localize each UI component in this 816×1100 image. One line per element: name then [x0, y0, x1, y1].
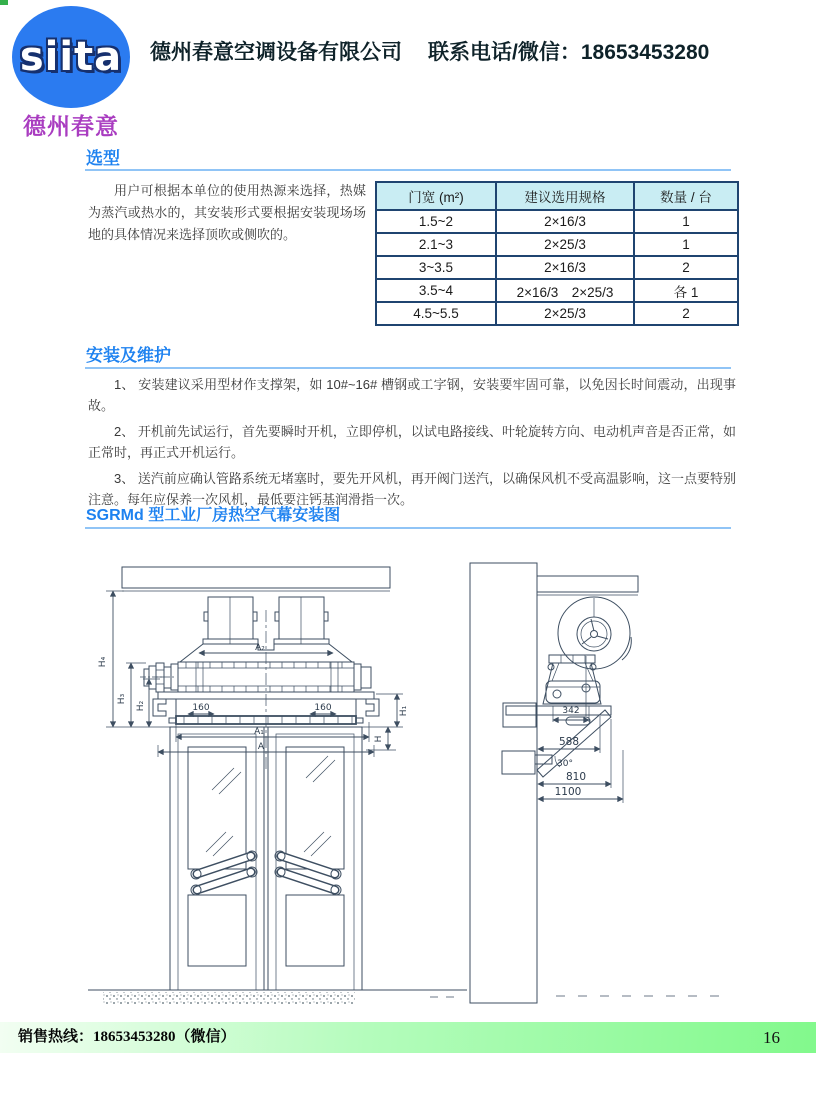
section-rule: [85, 169, 731, 171]
cell-spec: 2×16/3: [496, 256, 634, 279]
dim-label-a1: A₁: [254, 727, 264, 737]
motor: [140, 663, 176, 692]
table-header-row: [376, 182, 738, 210]
company-logo: [12, 6, 130, 108]
install-item-2: 2、 开机前先试运行，首先要瞬时开机，立即停机，以试电路接线、叶轮旋转方向、电动机声音是否正常，如正常时，再正式开机运行。: [88, 424, 736, 460]
selection-paragraph: 用户可根据本单位的使用热源来选择，热媒为蒸汽或热水的，其安装形式要根据安装现场场地的具体情况来选择顶吹或侧吹的。: [88, 183, 366, 242]
dim-label-h: H: [374, 735, 384, 743]
glass-pane-left: [188, 747, 246, 869]
cell-door-width: 4.5~5.5: [376, 302, 496, 325]
spec-table: [375, 181, 739, 326]
company-name: 德州春意空调设备有限公司: [150, 41, 402, 64]
page-number: 16: [763, 1028, 780, 1047]
corner-decoration: [0, 0, 8, 5]
cell-qty: 2: [634, 302, 738, 325]
dim-label-160-left: 160: [192, 703, 210, 713]
installation-diagram: [85, 545, 733, 1013]
duct-right: [279, 597, 324, 639]
wall-section: [470, 563, 537, 1003]
contact-phone: 联系电话/微信：18653453280: [428, 41, 710, 64]
cell-door-width: 2.1~3: [376, 233, 496, 256]
ceiling-section-side: [537, 576, 638, 592]
section-rule: [85, 527, 731, 529]
dim-label-h2: H₂: [136, 700, 146, 712]
ground-hatch: [103, 992, 355, 1004]
dim-label-angle: 30°: [557, 759, 573, 769]
table-row: [376, 302, 738, 325]
section-title-selection: 选型: [86, 149, 120, 168]
logo-subtitle: 德州春意: [23, 113, 119, 139]
install-item-3: 3、 送汽前应确认管路系统无堵塞时，要先开风机，再开阀门送汽，以确保风机不受高温影响，这一点要特别注意。每年应保养一次风机，最低要注钙基润滑指一次。: [88, 471, 736, 507]
cell-qty: 1: [634, 233, 738, 256]
cell-qty: 2: [634, 256, 738, 279]
side-view: [470, 563, 722, 1003]
dim-label-h3: H₃: [117, 693, 127, 705]
cell-spec: 2×25/3: [496, 302, 634, 325]
mounting-plate: [506, 706, 611, 715]
cell-spec: 2×16/3: [496, 210, 634, 233]
cell-door-width: 3.5~4: [376, 279, 496, 302]
cell-qty: 1: [634, 210, 738, 233]
col-header-qty: 数量 / 台: [634, 182, 738, 210]
duct-left: [208, 597, 253, 639]
sales-hotline: 销售热线：18653453280（微信）: [18, 1029, 236, 1045]
section-title-install: 安装及维护: [86, 346, 171, 365]
dim-label-342: 342: [562, 706, 580, 716]
wall-anchor-lower: [502, 751, 535, 774]
ceiling-section: [122, 567, 390, 588]
install-items: [88, 374, 736, 515]
cell-door-width: 1.5~2: [376, 210, 496, 233]
logo-text: siita: [19, 34, 123, 80]
dim-label-h1: H₁: [399, 705, 409, 717]
section-rule: [85, 367, 731, 369]
dim-label-a: A: [257, 742, 265, 752]
section-title-diagram: SGRMd 型工业厂房热空气幕安装图: [86, 507, 341, 524]
door-handles: [191, 851, 341, 895]
table-row: [376, 256, 738, 279]
dim-label-a2: A₂: [255, 643, 265, 653]
table-row: [376, 233, 738, 256]
dim-label-1100: 1100: [554, 786, 582, 798]
dim-label-588: 588: [558, 736, 580, 748]
unit-body-side: [543, 663, 601, 704]
cell-qty: 各 1: [634, 279, 738, 302]
table-row: [376, 210, 738, 233]
cell-spec: 2×16/3 2×25/3: [496, 279, 634, 302]
dim-label-810: 810: [565, 771, 587, 783]
install-item-1: 1、 安装建议采用型材作支撑架，如 10#~16# 槽钢或工字钢，安装要牢固可靠，以免因长时间震动，出现事故。: [88, 377, 736, 413]
cell-spec: 2×25/3: [496, 233, 634, 256]
col-header-door-width: 门宽 (m²): [376, 182, 496, 210]
glass-pane-right: [286, 747, 344, 869]
cell-door-width: 3~3.5: [376, 256, 496, 279]
dim-label-160-right: 160: [314, 703, 332, 713]
table-row: [376, 279, 738, 302]
dim-label-h4: H₄: [98, 656, 108, 668]
front-view: [88, 567, 467, 1004]
col-header-spec: 建议选用规格: [496, 182, 634, 210]
